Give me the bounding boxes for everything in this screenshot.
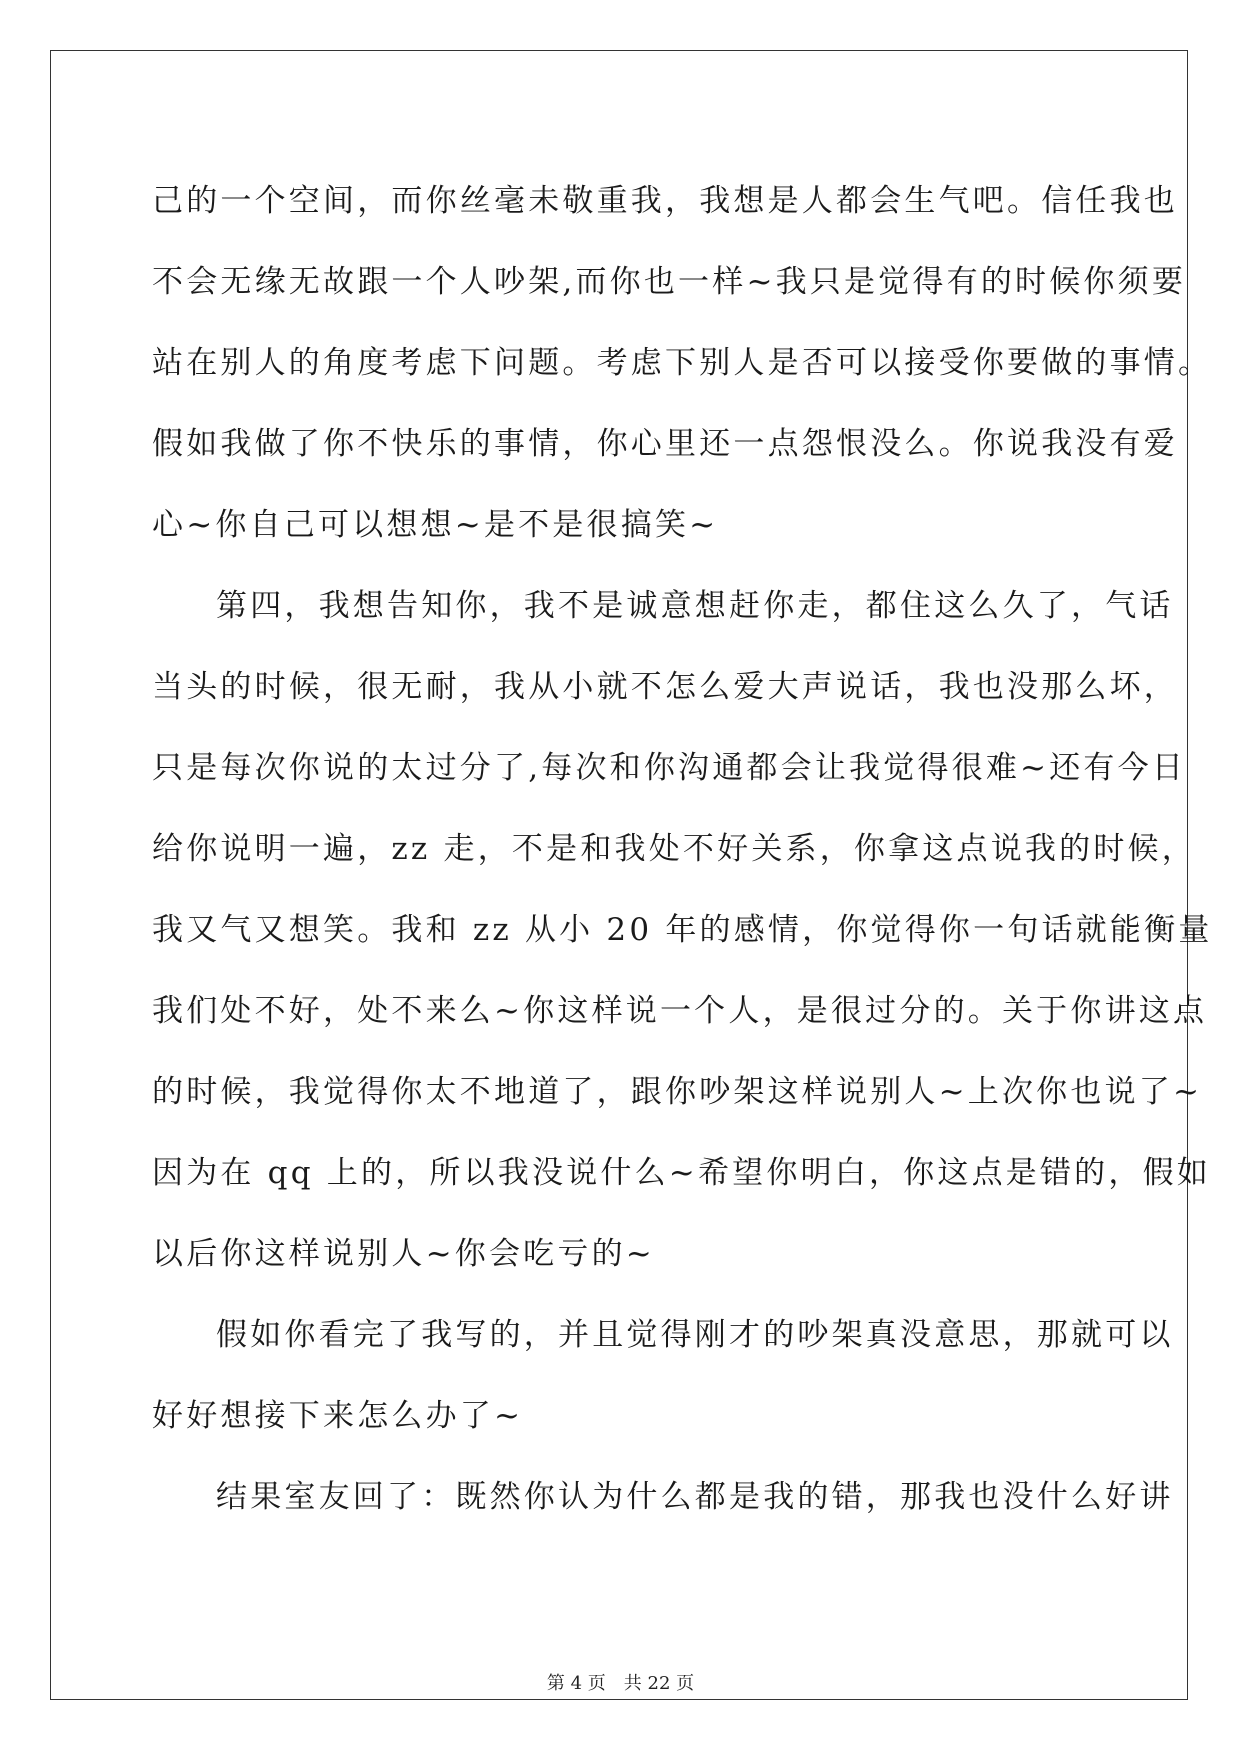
- document-body: [152, 161, 1213, 1538]
- text-line: 只是每次你说的太过分了,每次和你沟通都会让我觉得很难~还有今日: [152, 750, 1187, 786]
- text-line: 当头的时候，很无耐，我从小就不怎么爱大声说话，我也没那么坏，: [152, 669, 1178, 705]
- text-line: 我又气又想笑。我和 zz 从小 20 年的感情，你觉得你一句话就能衡量: [152, 912, 1213, 948]
- text-line: 假如我做了你不快乐的事情，你心里还一点怨恨没么。你说我没有爱: [152, 426, 1178, 462]
- text-line: 站在别人的角度考虑下问题。考虑下别人是否可以接受你要做的事情。: [152, 345, 1213, 381]
- paragraph-first-line: 假如你看完了我写的，并且觉得刚才的吵架真没意思，那就可以: [216, 1317, 1174, 1353]
- text-line: 以后你这样说别人~你会吃亏的~: [152, 1236, 655, 1272]
- text-line: 因为在 qq 上的，所以我没说什么~希望你明白，你这点是错的，假如: [152, 1155, 1211, 1191]
- text-line: 给你说明一遍，zz 走，不是和我处不好关系，你拿这点说我的时候，: [152, 831, 1196, 867]
- text-line: 己的一个空间，而你丝毫未敬重我，我想是人都会生气吧。信任我也: [152, 183, 1178, 219]
- text-line: 不会无缘无故跟一个人吵架,而你也一样~我只是觉得有的时候你须要: [152, 264, 1187, 300]
- text-line: 我们处不好，处不来么~你这样说一个人，是很过分的。关于你讲这点: [152, 993, 1208, 1029]
- text-line: 的时候，我觉得你太不地道了，跟你吵架这样说别人~上次你也说了~: [152, 1074, 1203, 1110]
- paragraph-first-line: 结果室友回了：既然你认为什么都是我的错，那我也没什么好讲: [216, 1479, 1174, 1515]
- text-line: 心~你自己可以想想~是不是很搞笑~: [152, 507, 719, 543]
- page-number-footer: 第 4 页 共 22 页: [546, 1673, 695, 1694]
- text-line: 好好想接下来怎么办了~: [152, 1398, 524, 1434]
- paragraph-first-line: 第四，我想告知你，我不是诚意想赶你走，都住这么久了，气话: [216, 588, 1174, 624]
